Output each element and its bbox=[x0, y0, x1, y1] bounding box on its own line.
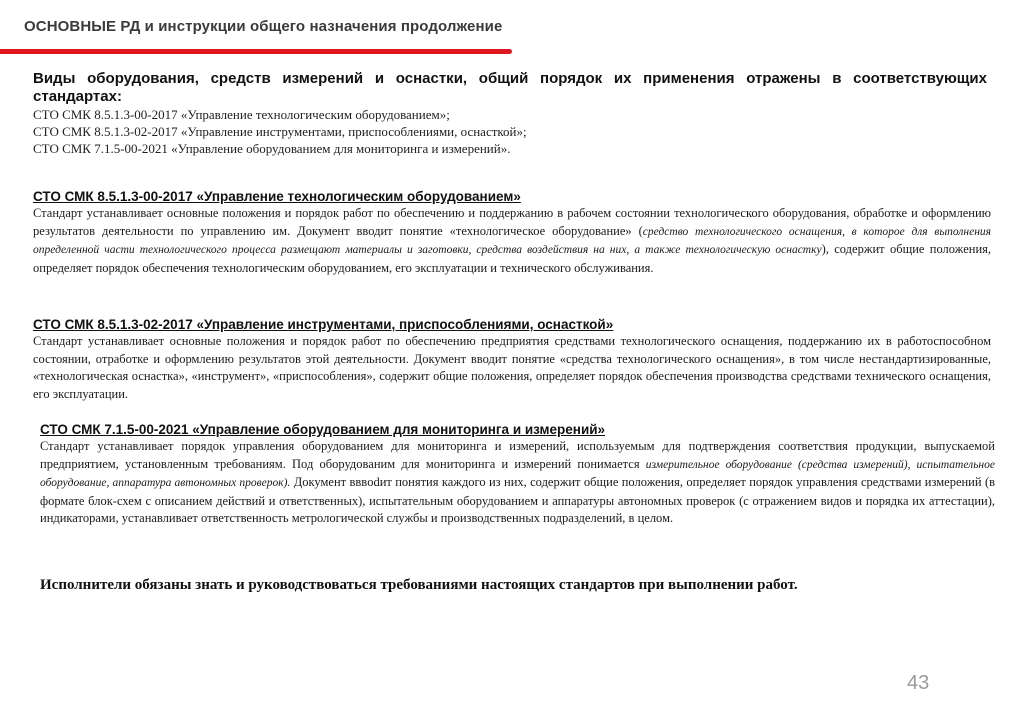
section-text-part: Документ вввodит понятия каждого из них, содержит общие положения, определяет порядок управления средствами измерений (в формате блок-схем с описанием действий и ответственных), испытательным оборудованием и аппаратуры автономных проверок (с отражением видов и порядка их аттестации), индикаторами, устанавливает ответственность метрологической службы и производственных подразделений, в целом. bbox=[40, 475, 996, 525]
section-text-part: Стандарт устанавливает основные положения и порядок работ по обеспечению и поддержанию в рабочем состоянии технологического оборудования, обработке и оформлению результатов деятельности по управлению им. Документ вводит понятие «технологическое оборудование» ( bbox=[33, 206, 991, 238]
page-number: 43 bbox=[907, 672, 930, 694]
intro-item: СТО СМК 8.5.1.3-00-2017 «Управление технологическим оборудованием»; bbox=[33, 107, 450, 122]
intro-heading: Виды оборудования, средств измерений и оснастки, общий порядок их применения отражены в соответствующих стандартах: bbox=[33, 70, 987, 105]
section-text-part: Стандарт устанавливает порядок управления оборудованием для мониторинга и измерений, используемым для подтверждения соответствия продукции, выпускаемой предприятием, установленным требованиям. Под оборудованим для мониторинга и измерений понимается bbox=[40, 439, 995, 471]
section-measurement bbox=[40, 421, 995, 528]
section-heading: СТО СМК 8.5.1.3-00-2017 «Управление технологическим оборудованием» bbox=[33, 189, 521, 204]
section-text bbox=[40, 438, 995, 528]
section-text: Стандарт устанавливает основные положения и порядок работ по обеспечению предприятия средствами технологического оснащения, поддержанию их в работоспособном состоянии, отработке и оформлению результатов этой деятельности. Документ вводит понятие «средства технологического оснащения», в том числе нестандартизированные, «технологическая оснастка», «инструмент», «приспособления», содержит общие положения, определяет порядок обеспечения производства средствами технического оснащения, его эксплуатации. bbox=[33, 334, 991, 401]
section-tools bbox=[33, 316, 991, 403]
section-heading: СТО СМК 7.1.5-00-2021 «Управление оборудованием для мониторинга и измерений» bbox=[40, 422, 606, 437]
section-text bbox=[33, 205, 991, 277]
intro-item: СТО СМК 7.1.5-00-2021 «Управление оборудованием для мониторинга и измерений». bbox=[33, 141, 511, 156]
slide-title: ОСНОВНЫЕ РД и инструкции общего назначения продолжение bbox=[24, 18, 503, 35]
section-text-italic: средство технологического оснащения, в которое для выполнения определенной части технологического процесса размещают материалы и заготовки, средства воздействия на них, а также технологическую оснастку bbox=[33, 225, 992, 256]
requirement-note: Исполнители обязаны знать и руководствоваться требованиями настоящих стандартов при выполнении работ. bbox=[40, 577, 798, 593]
section-equipment bbox=[33, 188, 991, 277]
title-underline bbox=[0, 49, 512, 54]
section-text-italic: измерительное оборудование (средства измерений), испытательное оборудование, аппаратура автономных проверок). bbox=[40, 458, 995, 489]
intro-section bbox=[33, 70, 987, 157]
intro-item: СТО СМК 8.5.1.3-02-2017 «Управление инструментами, приспособлениями, оснасткой»; bbox=[33, 124, 527, 139]
section-heading: СТО СМК 8.5.1.3-02-2017 «Управление инструментами, приспособлениями, оснасткой» bbox=[33, 317, 614, 332]
section-text-part: ), содержит общие положения, определяет порядок обеспечения технологическим оборудованием, его эксплуатации и технического обслуживания. bbox=[33, 242, 992, 275]
